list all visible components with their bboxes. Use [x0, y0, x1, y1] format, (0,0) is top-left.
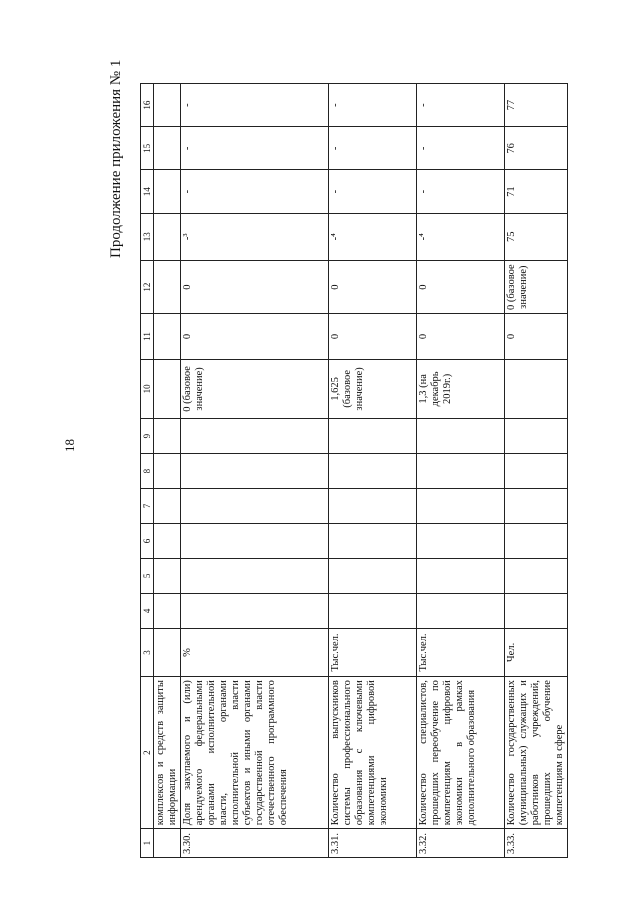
table-cell [417, 489, 505, 524]
table-cell [417, 593, 505, 628]
table-cell: 0 [417, 314, 505, 359]
table-cell [154, 213, 181, 260]
table-cell: - [417, 170, 505, 213]
table-cell: -⁴ [417, 213, 505, 260]
table-cell [154, 84, 181, 127]
indicator-name: Количество специалистов, прошедших переобучение по компетенциям цифровой экономики в рамках дополнительного образования [417, 677, 505, 829]
table-cell: 0 [505, 314, 568, 359]
table-cell [417, 419, 505, 454]
table-cell [181, 593, 329, 628]
table-cell: - [181, 170, 329, 213]
table-row [417, 84, 505, 858]
table-cell: 1,625 (базовое значение) [329, 359, 417, 419]
column-number: 14 [141, 170, 154, 213]
table-cell [505, 593, 568, 628]
header-row [141, 84, 154, 858]
column-number: 11 [141, 314, 154, 359]
table-row [329, 84, 417, 858]
table-cell: -³ [181, 213, 329, 260]
table-cell: Тыс.чел. [329, 628, 417, 676]
column-number: 1 [141, 829, 154, 858]
table-cell [154, 454, 181, 489]
table-cell: - [417, 127, 505, 170]
table-cell: 77 [505, 84, 568, 127]
table-cell: - [329, 127, 417, 170]
table-cell [505, 359, 568, 419]
table-cell: % [181, 628, 329, 676]
table-cell [329, 454, 417, 489]
table-cell: 76 [505, 127, 568, 170]
table-cell [505, 454, 568, 489]
table-cell: 75 [505, 213, 568, 260]
table-cell: 0 [417, 260, 505, 313]
column-number: 5 [141, 558, 154, 593]
column-number: 3 [141, 628, 154, 676]
table-cell [181, 558, 329, 593]
table-cell [181, 454, 329, 489]
table-cell [154, 628, 181, 676]
table-cell [154, 558, 181, 593]
table-cell [181, 524, 329, 559]
table-cell [329, 524, 417, 559]
table-body [141, 84, 568, 858]
table-cell [417, 524, 505, 559]
table-cell: - [417, 84, 505, 127]
column-number: 9 [141, 419, 154, 454]
table-cell: - [329, 170, 417, 213]
table-cell [154, 314, 181, 359]
table-cell [181, 419, 329, 454]
column-number: 12 [141, 260, 154, 313]
continuation-heading: Продолжение приложения № 1 [108, 59, 124, 258]
table-cell [505, 419, 568, 454]
table-cell [154, 593, 181, 628]
table-cell: 0 [181, 314, 329, 359]
table-cell [505, 489, 568, 524]
table-row [181, 84, 329, 858]
indicator-name: Количество государственных (муниципальных) служащих и работников учреждений, прошедших обучение компетенциям в сфере [505, 677, 568, 829]
table-cell [417, 558, 505, 593]
table-cell [329, 489, 417, 524]
table-cell [154, 489, 181, 524]
table-cell: Тыс.чел. [417, 628, 505, 676]
table-cell [329, 558, 417, 593]
column-number: 10 [141, 359, 154, 419]
indicator-name: комплексов и средств защиты информации [154, 677, 181, 829]
table-cell [154, 524, 181, 559]
table-cell [505, 558, 568, 593]
column-number: 13 [141, 213, 154, 260]
table-cell: 0 (базовое значение) [505, 260, 568, 313]
column-number: 4 [141, 593, 154, 628]
table-cell: 71 [505, 170, 568, 213]
column-number: 16 [141, 84, 154, 127]
table-cell [329, 593, 417, 628]
table-cell: 0 [181, 260, 329, 313]
table-cell [154, 260, 181, 313]
indicator-name: Доля закупаемого и (или) арендуемого федеральными органами исполнительной власти, органами исполнительной власти субъектов и иными органами государственной власти отечественного программного обеспечения [181, 677, 329, 829]
table-cell: 1,3 (на декабрь 2019г.) [417, 359, 505, 419]
table-cell [505, 524, 568, 559]
table-cell: - [329, 84, 417, 127]
column-number: 15 [141, 127, 154, 170]
row-number: 3.33. [505, 829, 568, 858]
column-number: 7 [141, 489, 154, 524]
row-number [154, 829, 181, 858]
page-number: 18 [62, 439, 77, 452]
table-cell: 0 (базовое значение) [181, 359, 329, 419]
table-cell [154, 359, 181, 419]
indicator-name: Количество выпускников системы профессионального образования с ключевыми компетенциями цифровой экономики [329, 677, 417, 829]
table-cell: -⁴ [329, 213, 417, 260]
row-number: 3.31. [329, 829, 417, 858]
table-cell [417, 454, 505, 489]
table-cell: - [181, 127, 329, 170]
table-cell: Чел. [505, 628, 568, 676]
table-cell [154, 170, 181, 213]
row-number: 3.30. [181, 829, 329, 858]
column-number: 8 [141, 454, 154, 489]
table-cell: 0 [329, 260, 417, 313]
table-cell [154, 127, 181, 170]
column-number: 2 [141, 677, 154, 829]
table-cell [154, 419, 181, 454]
table-cell: - [181, 84, 329, 127]
table-cell: 0 [329, 314, 417, 359]
column-number: 6 [141, 524, 154, 559]
indicators-table [140, 83, 568, 858]
table-row [505, 84, 568, 858]
table-cell [329, 419, 417, 454]
row-number: 3.32. [417, 829, 505, 858]
rotated-table-wrapper [140, 83, 600, 858]
table-cell [181, 489, 329, 524]
table-row [154, 84, 181, 858]
